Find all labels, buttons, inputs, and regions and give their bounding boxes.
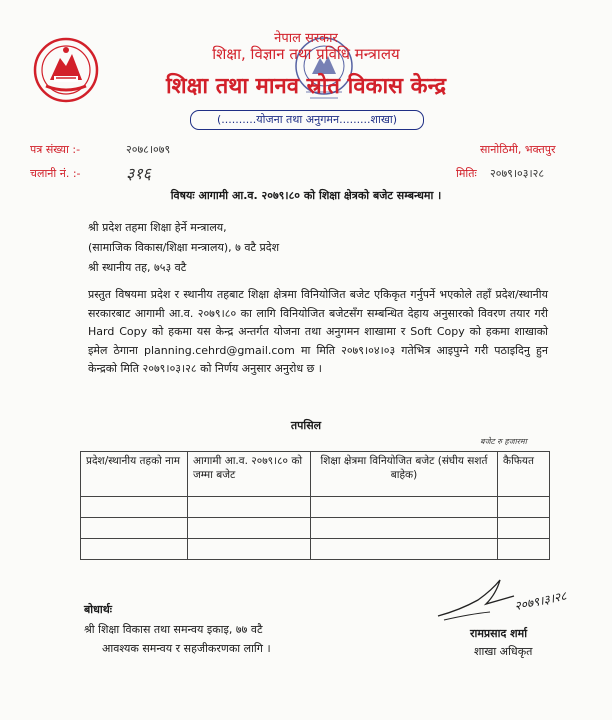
bodharth-line-2: आवश्यक समन्वय र सहजीकरणका लागि । <box>102 642 271 655</box>
table-cell <box>498 539 550 560</box>
bodharth-label: बोधार्थः <box>84 603 112 616</box>
col-header-remarks: कैफियत <box>498 452 550 497</box>
budget-table <box>80 451 550 560</box>
table-cell <box>188 497 311 518</box>
signatory-title: शाखा अधिकृत <box>474 645 533 658</box>
date-value: २०७९।०३।२८ <box>490 167 545 180</box>
table-row <box>81 539 550 560</box>
table-cell <box>81 497 188 518</box>
table-row <box>81 518 550 539</box>
date-label: मितिः <box>456 167 477 180</box>
table-cell <box>311 539 498 560</box>
bodharth-line-1: श्री शिक्षा विकास तथा समन्वय इकाइ, ७७ वटै <box>84 623 263 636</box>
table-row <box>81 497 550 518</box>
recipient-3: श्री स्थानीय तह, ७५३ वटै <box>88 261 187 274</box>
patra-value: २०७८।०७९ <box>126 143 171 156</box>
table-cell <box>188 518 311 539</box>
col-header-education-budget: शिक्षा क्षेत्रमा विनियोजित बजेट (संघीय सशर्त बाहेक) <box>311 452 498 497</box>
ministry-title: शिक्षा, विज्ञान तथा प्रविधि मन्त्रालय <box>212 45 400 63</box>
table-cell <box>81 518 188 539</box>
letter-body: प्रस्तुत विषयमा प्रदेश र स्थानीय तहबाट शिक्षा क्षेत्रमा विनियोजित बजेट एकिकृत गर्नुपर्ने भएकोले तहाँ प्रदेश/स्थानीय सरकारबाट आगामी आ.व. २०७९।८० का लागि विनियोजित बजेटसँग सम्बन्धित देहाय अनुसारको विवरण तयार गरी Hard Copy को हकमा यस केन्द्र अन्तर्गत योजना तथा अनुगमन शाखामा र Soft Copy को हकमा शाखाको इमेल ठेगाना planning.cehrd@gmail.com मा मिति २०७९।०४।०३ गतेभित्र आइपुग्ने गरी पठाइदिनु हुन केन्द्रको मिति २०७९।०३।२८ को निर्णय अनुसार अनुरोध छ । <box>88 288 548 376</box>
handwritten-date: २०७९।३।२८ <box>513 588 568 614</box>
tapasil-heading: तपसिल <box>290 419 322 432</box>
signatory-name: रामप्रसाद शर्मा <box>470 627 528 640</box>
subject-line: विषयः आगामी आ.व. २०७९।८० को शिक्षा क्षेत्रको बजेट सम्बन्धमा । <box>170 189 442 202</box>
section-name: (..........योजना तथा अनुगमन.........शाखा) <box>190 110 424 130</box>
table-cell <box>188 539 311 560</box>
table-cell <box>498 518 550 539</box>
budget-unit-note: बजेट रु हजारमा <box>480 437 527 446</box>
table-cell <box>81 539 188 560</box>
col-header-total-budget: आगामी आ.व. २०७९।८० को जम्मा बजेट <box>188 452 311 497</box>
patra-label: पत्र संख्या :- <box>30 143 81 156</box>
table-cell <box>311 497 498 518</box>
center-title: शिक्षा तथा मानव स्रोत विकास केन्द्र <box>165 74 447 99</box>
government-title: नेपाल सरकार <box>274 31 338 46</box>
recipient-2: (सामाजिक विकास/शिक्षा मन्त्रालय), ७ वटै प्रदेश <box>88 241 280 254</box>
chalani-value: ३१६ <box>126 164 151 183</box>
recipient-1: श्री प्रदेश तहमा शिक्षा हेर्ने मन्त्रालय, <box>88 221 227 234</box>
table-cell <box>498 497 550 518</box>
chalani-label: चलानी नं. :- <box>30 167 81 180</box>
col-header-name: प्रदेश/स्थानीय तहको नाम <box>81 452 188 497</box>
table-cell <box>311 518 498 539</box>
table-header-row <box>81 452 550 497</box>
location: सानोठिमी, भक्तपुर <box>480 143 556 156</box>
